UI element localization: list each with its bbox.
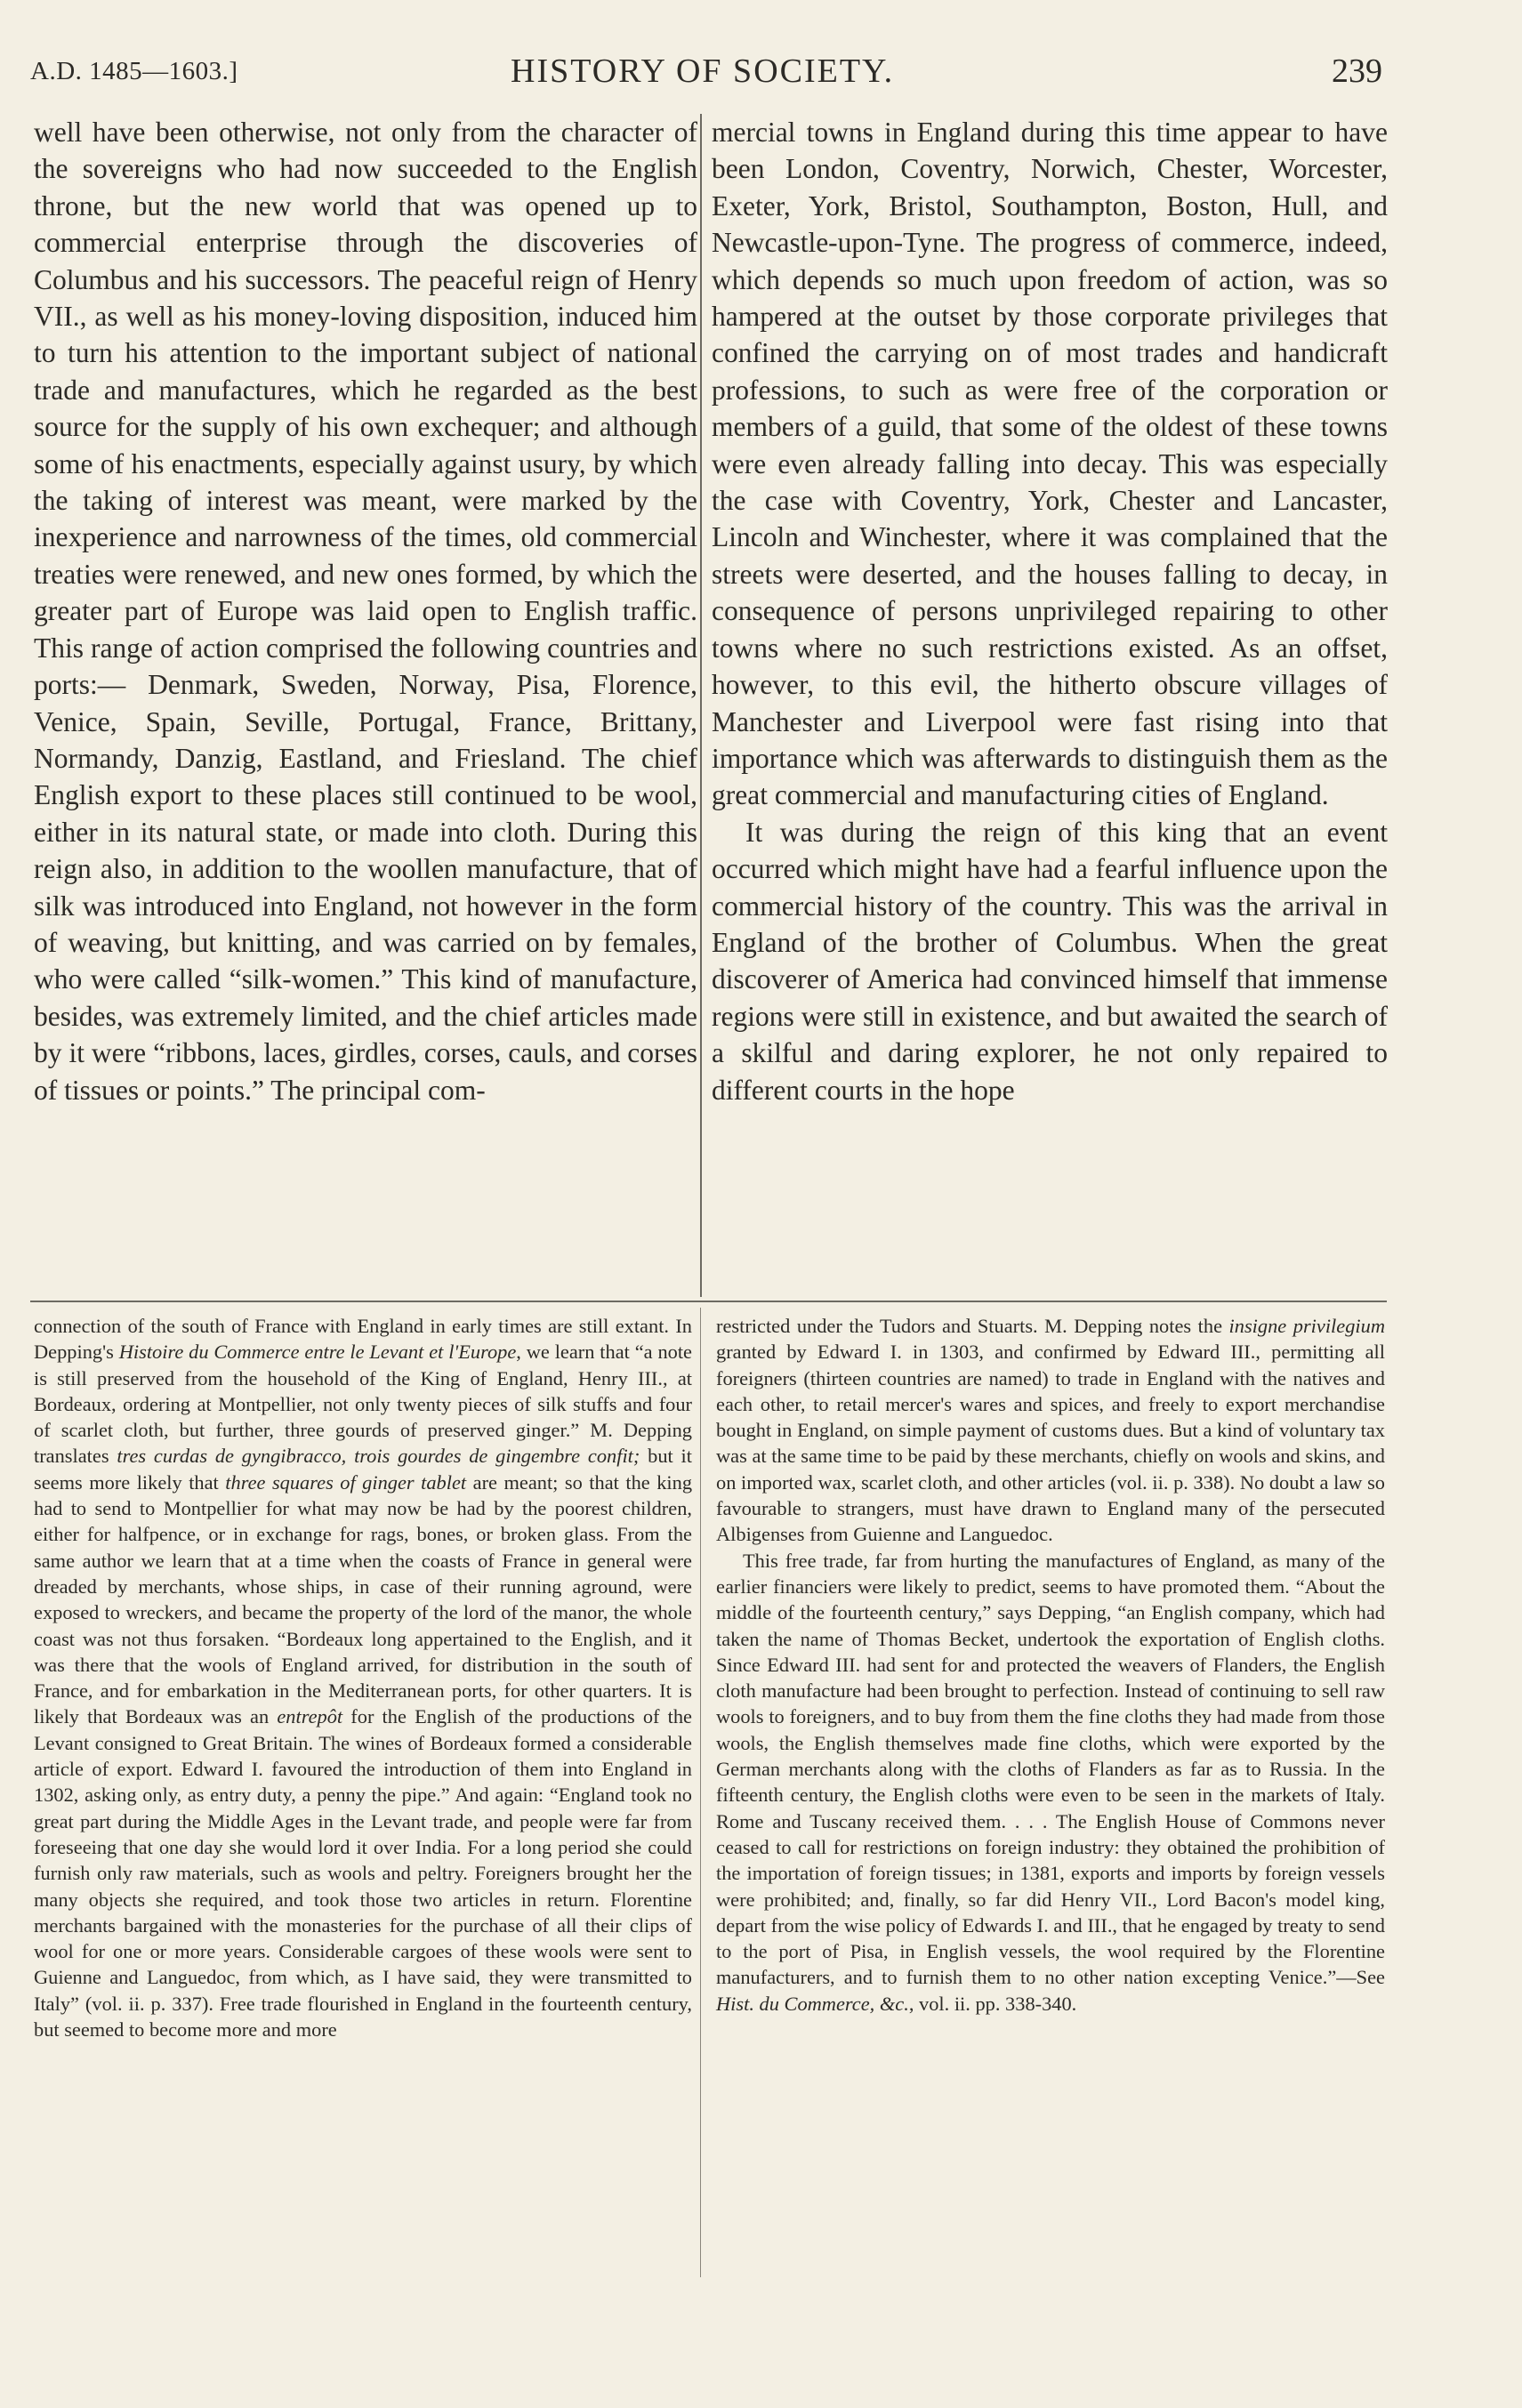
book-title: Hist. du Commerce, &c. [716,1992,909,2015]
main-text-right-column [712,114,1388,1108]
latin-phrase: insigne privilegium [1228,1315,1385,1337]
foreign-word: entrepôt [277,1705,343,1728]
running-header [30,52,1382,96]
footnote-paragraph: connection of the south of France with England in early times are still extant. In Depping's Histoire du Commerce entre le Levant et l'Europe, we learn that “a note is still preserved from the household of the King of England, Henry III., at Bordeaux, ordering at Montpellier, not only twenty pieces of silk stuffs and four of scarlet cloth, but further, three gourds of preserved ginger.” M. Depping translates tres curdas de gyngibracco, trois gourdes de gingembre confit; but it seems more likely that three squares of ginger tablet are meant; so that the king had to send to Montpellier for what may now be had by the poorest children, either for halfpence, or in exchange for rags, bones, or broken glass. From the same author we learn that at a time when the coasts of France in general were dreaded by merchants, whose ships, in case of their running aground, were exposed to wreckers, and became the property of the lord of the manor, the whole coast was not thus forsaken. “Bordeaux long appertained to the English, and it was there that the wools of England arrived, for distribution in the south of France, and for embarkation in the Mediterranean ports, for other quarters. It is likely that Bordeaux was an entrepôt for the English of the productions of the Levant consigned to Great Britain. The wines of Bordeaux formed a considerable article of export. Edward I. favoured the introduction of them into England in 1302, asking only, as entry duty, a penny the pipe.” And again: “England took no great part during the Middle Ages in the Levant trade, and people were far from foreseeing that one day she would lord it over India. For a long period she could furnish only raw materials, such as wools and peltry. Foreigners brought her the many objects she required, and took those two articles in return. Florentine merchants bargained with the monasteries for the purchase of all their clips of wool for one or more years. Considerable cargoes of these wools were sent to Guienne and Languedoc, from which, as I have said, they were transmitted to Italy” (vol. ii. p. 337). Free trade flourished in England in the fourteenth century, but seemed to become more and more [34,1315,693,2042]
paragraph: mercial towns in England during this time appear to have been London, Coventry, Norwich, Chester, Worcester, Exeter, York, Bristol, Southampton, Boston, Hull, and Newcastle-upon-Tyne. The progress of commerce, indeed, which depends so much upon freedom of action, was so hampered at the outset by those corporate privileges that confined the carrying on of most trades and handicraft professions, to such as were free of the corporation or members of a guild, that some of the oldest of these towns were even already falling into decay. This was especially the case with Coventry, York, Chester and Lancaster, Lincoln and Winchester, where it was complained that the streets were deserted, and the houses falling to decay, in consequence of persons unprivileged repairing to other towns where no such restrictions existed. As an offset, however, to this evil, the hitherto obscure villages of Manchester and Liverpool were fast rising into that importance which was afterwards to distinguish them as the great commercial and manufacturing cities of England. [712,117,1388,811]
header-date-range: A.D. 1485—1603.] [30,57,238,85]
book-title: Histoire du Commerce entre le Levant et l'Europe [118,1341,517,1364]
footnote-divider [30,1301,1387,1302]
foreign-phrase: tres curdas de gyngibracco, trois gourdes de gingembre confit; [117,1445,640,1468]
column-divider [700,114,702,1297]
emphasis: three squares of ginger tablet [225,1470,467,1494]
running-title: HISTORY OF SOCIETY. [511,52,895,90]
footnote-right-column [716,1313,1385,2017]
footnote-column-divider [700,1308,701,2277]
page-number: 239 [1332,52,1382,90]
footnote-paragraph: restricted under the Tudors and Stuarts. M. Depping notes the insigne privilegium granted by Edward I. in 1303, and confirmed by Edward III., permitting all foreigners (thirteen countries are named) to trade in England with the natives and each other, to retail mercer's wares and spices, and freely to export merchandise bought in England, on simple payment of customs dues. But a kind of voluntary tax was at the same time to be paid by these merchants, chiefly on wools and skins, and on imported wax, scarlet cloth, and other articles (vol. ii. p. 338). No doubt a law so favourable to strangers, must have drawn to England many of the persecuted Albigenses from Guienne and Languedoc. [716,1315,1385,1546]
paragraph: well have been otherwise, not only from the character of the sovereigns who had now succeeded to the English throne, but the new world that was opened up to commercial enterprise through the discoveries of Columbus and his successors. The peaceful reign of Henry VII., as well as his money-loving disposition, induced him to turn his attention to the important subject of national trade and manufactures, which he regarded as the best source for the supply of his own exchequer; and although some of his enactments, especially against usury, by which the taking of interest was meant, were marked by the inexperience and narrowness of the times, old commercial treaties were renewed, and new ones formed, by which the greater part of Europe was laid open to English traffic. This range of action comprised the following countries and ports:— Denmark, Sweden, Norway, Pisa, Florence, Venice, Spain, Seville, Portugal, France, Brittany, Normandy, Danzig, Eastland, and Friesland. The chief English export to these places still continued to be wool, either in its natural state, or made into cloth. During this reign also, in addition to the woollen manufacture, that of silk was introduced into England, not however in the form of weaving, but knitting, and was carried on by females, who were called “silk-women.” This kind of manufacture, besides, was extremely limited, and the chief articles made by it were “ribbons, laces, girdles, corses, cauls, and corses of tissues or points.” The principal com- [34,117,697,1106]
main-text-left-column [34,114,697,1108]
footnote-paragraph: This free trade, far from hurting the manufactures of England, as many of the earlier financiers were likely to predict, seems to have promoted them. “About the middle of the fourteenth century,” says Depping, “an English company, which had taken the name of Thomas Becket, undertook the exportation of English cloths. Since Edward III. had sent for and protected the weavers of Flanders, the English cloth manufacture had been brought to perfection. Instead of continuing to sell raw wools to foreigners, and to buy from them the fine cloths they had made from those wools, the English themselves made fine cloths, which were exported by the German merchants along with the cloths of Flanders as far as to Russia. In the fifteenth century, the English cloths were even to be seen in the markets of Italy. Rome and Tuscany received them. . . . The English House of Commons never ceased to call for restrictions on foreign industry: they obtained the prohibition of the importation of foreign tissues; in 1381, exports and imports by foreign vessels were prohibited; and, finally, so far did Henry VII., Lord Bacon's model king, depart from the wise policy of Edwards I. and III., that he engaged by treaty to send to the port of Pisa, in English vessels, the wool required by the Florentine manufacturers, and to furnish them to no other nation excepting Venice.”—See Hist. du Commerce, &c., vol. ii. pp. 338-340. [716,1549,1385,2015]
footnote-left-column [34,1313,692,2042]
paragraph: It was during the reign of this king that an event occurred which might have had a fearful influence upon the commercial history of the country. This was the arrival in England of the brother of Columbus. When the great discoverer of America had convinced himself that immense regions were still in existence, and but awaited the search of a skilful and daring explorer, he not only repaired to different courts in the hope [712,816,1388,1106]
